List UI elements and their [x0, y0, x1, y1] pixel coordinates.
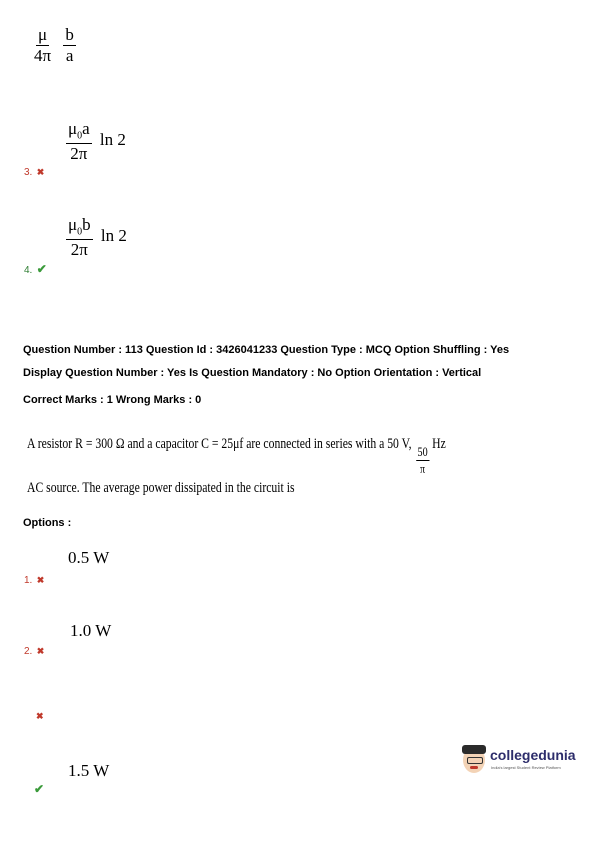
fraction-mu-over-4pi [34, 26, 51, 65]
fraction-denominator: 2π [70, 143, 88, 163]
option-2-value: 1.0 W [70, 621, 112, 640]
subscript: 0 [77, 130, 83, 142]
fraction-mu0b-over-2pi [66, 216, 93, 259]
mu-symbol: μ [68, 119, 78, 138]
previous-option-3-expression [66, 120, 126, 163]
option-number: 3. [24, 167, 33, 178]
question-text-line-1 [27, 436, 446, 475]
option-4-marker [34, 780, 44, 798]
fraction-denominator: 4π [34, 45, 52, 65]
question-text-line-2: AC source. The average power dissipated in the circuit is [27, 480, 295, 496]
mascot-icon [463, 747, 485, 773]
logo-wordmark: collegedunia [490, 747, 576, 763]
option-number: 2. [24, 646, 33, 657]
ln-term: ln 2 [100, 226, 127, 246]
fraction-numerator: μ [37, 25, 48, 44]
cross-icon: ✖ [36, 711, 44, 721]
fraction-denominator: π [420, 460, 426, 476]
previous-option-4-expression [66, 216, 127, 259]
fraction-b-over-a [63, 26, 76, 65]
option-4-value: 1.5 W [68, 761, 110, 780]
previous-option-3-marker [24, 162, 44, 180]
fraction-numerator: b [65, 25, 74, 44]
question-text: A resistor R = 300 Ω and a capacitor C = 25μf are connected in series with a 50 V, [27, 436, 412, 452]
fraction-numerator: 50 [417, 444, 428, 459]
option-number: 4. [24, 265, 33, 276]
variable: a [82, 119, 90, 138]
question-meta-line-2: Display Question Number : Yes Is Question Mandatory : No Option Orientation : Vertical [23, 367, 482, 379]
option-number: 1. [24, 575, 33, 586]
mu-symbol: μ [68, 215, 78, 234]
frequency-fraction [416, 445, 429, 475]
logo-tagline: India's largest Student Review Platform [491, 765, 561, 770]
variable: b [82, 215, 91, 234]
fraction-denominator: a [65, 45, 74, 65]
checkmark-icon: ✔ [36, 262, 47, 276]
frequency-unit: Hz [432, 436, 446, 452]
option-2-marker [24, 641, 44, 659]
fraction-denominator: 2π [70, 239, 88, 259]
ln-term: ln 2 [99, 130, 126, 150]
subscript: 0 [77, 226, 83, 238]
option-1-value: 0.5 W [68, 548, 110, 567]
collegedunia-logo [463, 745, 585, 781]
cross-icon: ✖ [36, 646, 45, 656]
cross-icon: ✖ [36, 167, 45, 177]
option-1-marker [24, 570, 44, 588]
question-meta-line-1: Question Number : 113 Question Id : 3426041233 Question Type : MCQ Option Shuffling : Yes [23, 344, 510, 356]
top-fraction-expression [34, 26, 76, 65]
question-meta-line-3: Correct Marks : 1 Wrong Marks : 0 [23, 394, 202, 406]
options-label: Options : [23, 517, 72, 529]
option-3-marker [36, 706, 44, 724]
checkmark-icon: ✔ [34, 782, 45, 796]
previous-option-4-marker [24, 260, 47, 278]
fraction-mu0a-over-2pi [66, 120, 92, 163]
cross-icon: ✖ [36, 575, 45, 585]
